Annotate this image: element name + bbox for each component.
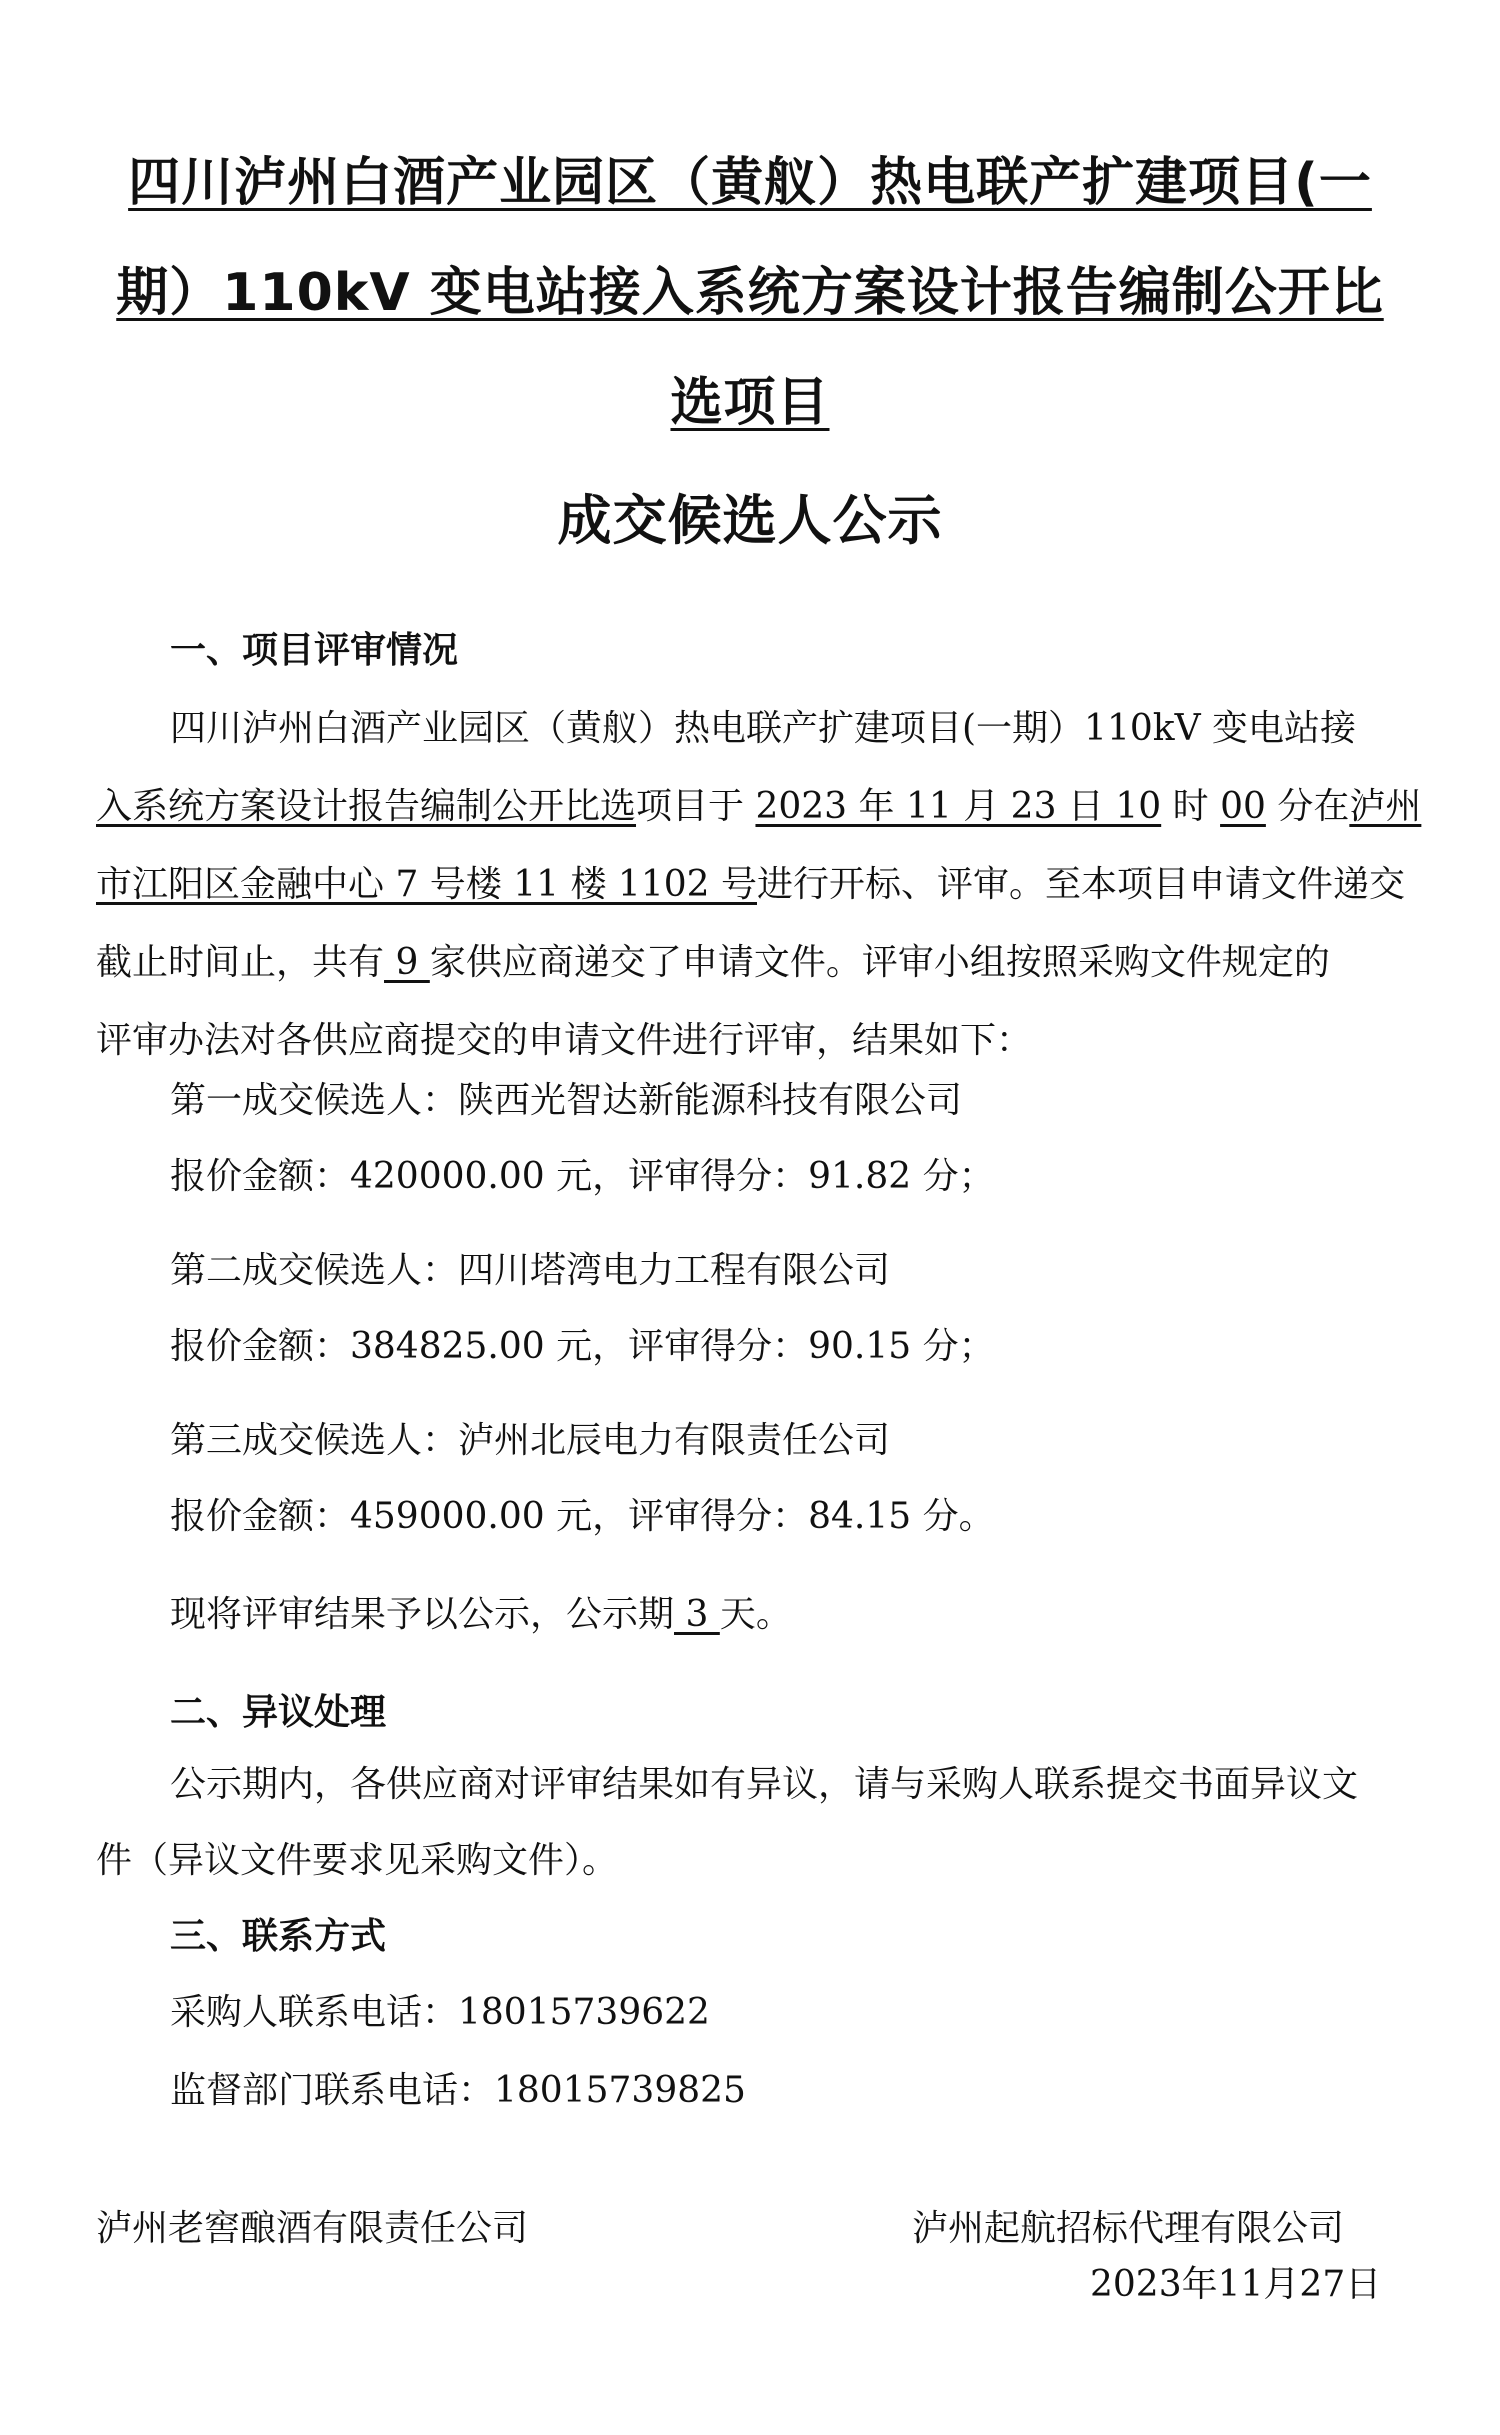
supplier-count: 9 (384, 942, 430, 983)
page-title: 成交候选人公示 (557, 489, 943, 552)
candidate-3-price: 报价金额：459000.00 元，评审得分：84.15 分。 (170, 1496, 995, 1537)
paragraph-line: 市江阳区金融中心 7 号楼 11 楼 1102 号进行开标、评审。至本项目申请文件递交 (96, 864, 1406, 905)
title-line-1: 四川泸州白酒产业园区（黄舣）热电联产扩建项目(一 (128, 153, 1372, 213)
candidate-1-name: 第一成交候选人：陕西光智达新能源科技有限公司 (170, 1080, 963, 1121)
open-location: 泸州 (1349, 786, 1422, 827)
section-2-heading: 二、异议处理 (170, 1692, 387, 1733)
paragraph-line: 件（异议文件要求见采购文件）。 (96, 1840, 619, 1881)
open-minute: 00 (1220, 786, 1266, 827)
paragraph-line: 评审办法对各供应商提交的申请文件进行评审，结果如下： (96, 1020, 1033, 1061)
candidate-2-price: 报价金额：384825.00 元，评审得分：90.15 分； (170, 1326, 995, 1367)
section-3-heading: 三、联系方式 (170, 1916, 387, 1957)
paragraph-line: 四川泸州白酒产业园区（黄舣）热电联产扩建项目(一期）110kV 变电站接 (170, 708, 1357, 749)
purchaser-phone: 采购人联系电话：18015739622 (170, 1992, 710, 2033)
title-line-3: 选项目 (670, 373, 830, 433)
open-location: 市江阳区金融中心 7 号楼 11 楼 1102 号 (96, 864, 757, 905)
agency-signature: 泸州起航招标代理有限公司 (912, 2208, 1345, 2249)
signature-date: 2023年11月27日 (1090, 2264, 1382, 2305)
purchaser-signature: 泸州老窖酿酒有限责任公司 (96, 2208, 529, 2249)
section-1-heading: 一、项目评审情况 (170, 630, 459, 671)
candidate-3-name: 第三成交候选人：泸州北辰电力有限责任公司 (170, 1420, 891, 1461)
publicity-days: 3 (674, 1594, 720, 1635)
candidate-1-price: 报价金额：420000.00 元，评审得分：91.82 分； (170, 1156, 995, 1197)
project-name: 入系统方案设计报告编制公开比选 (96, 786, 637, 827)
title-line-2: 期）110kV 变电站接入系统方案设计报告编制公开比 (116, 263, 1384, 323)
open-date: 2023 年 11 月 23 日 10 (755, 786, 1162, 827)
publicity-notice: 现将评审结果予以公示，公示期 3 天。 (170, 1594, 792, 1635)
paragraph-line: 公示期内，各供应商对评审结果如有异议，请与采购人联系提交书面异议文 (170, 1764, 1359, 1805)
supervisor-phone: 监督部门联系电话：18015739825 (170, 2070, 746, 2111)
candidate-2-name: 第二成交候选人：四川塔湾电力工程有限公司 (170, 1250, 891, 1291)
paragraph-line: 截止时间止，共有 9 家供应商递交了申请文件。评审小组按照采购文件规定的 (96, 942, 1330, 983)
paragraph-line: 入系统方案设计报告编制公开比选项目于 2023 年 11 月 23 日 10 时 00 分在泸州 (96, 786, 1422, 827)
